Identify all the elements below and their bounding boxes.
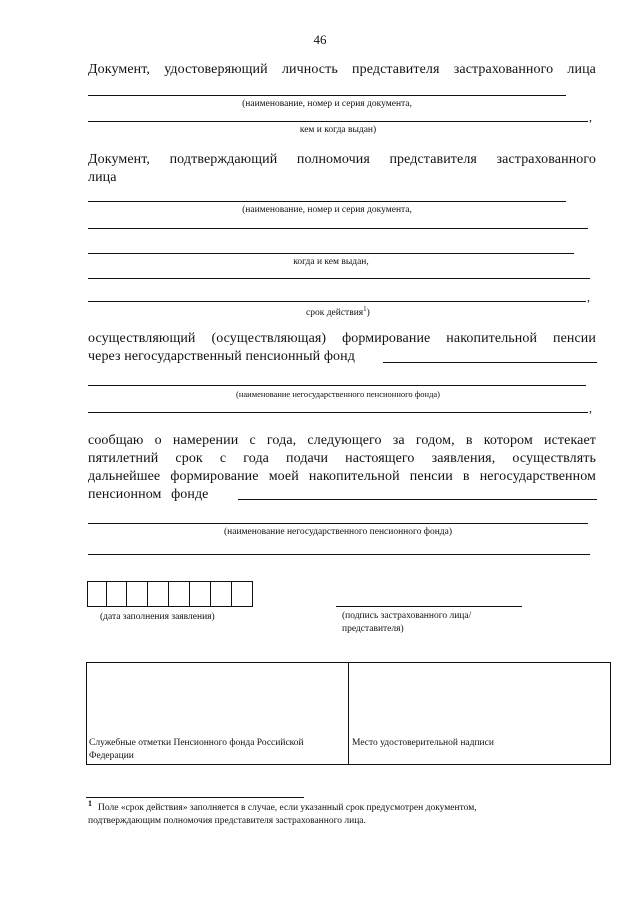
rep-doc-title: Документ, удостоверяющий личность представителя застрахованного лица: [88, 62, 596, 77]
auth-doc-input-line-3[interactable]: [88, 253, 574, 254]
fund-current-line-2: через негосударственный пенсионный фонд: [88, 349, 355, 364]
fund-current-caption: (наименование негосударственного пенсионного фонда): [236, 389, 440, 399]
rep-doc-input-line-1[interactable]: [88, 95, 566, 96]
date-box-2[interactable]: [107, 581, 127, 607]
auth-doc-input-line-2[interactable]: [88, 228, 588, 229]
auth-doc-caption-2: когда и кем выдан,: [293, 257, 369, 267]
date-box-3[interactable]: [128, 581, 148, 607]
auth-doc-input-line-5[interactable]: [88, 301, 586, 302]
auth-doc-title-line-1: Документ, подтверждающий полномочия представителя застрахованного: [88, 152, 596, 167]
fund-current-input-line-2[interactable]: [88, 385, 586, 386]
date-caption: (дата заполнения заявления): [100, 612, 215, 622]
fund-current-input-line-3[interactable]: [88, 412, 588, 413]
intent-input-line-3[interactable]: [88, 554, 590, 555]
rep-doc-comma: ,: [589, 110, 592, 124]
date-box-6[interactable]: [191, 581, 211, 607]
fund-current-input-line-1[interactable]: [383, 362, 597, 363]
signature-caption-line-1: (подпись застрахованного лица/: [342, 611, 472, 621]
service-table-divider: [348, 662, 349, 765]
footnote-line-1: Поле «срок действия» заполняется в случае, если указанный срок предусмотрен документом,: [98, 803, 477, 813]
footnote-separator: [86, 797, 304, 798]
fund-current-comma: ,: [589, 401, 592, 415]
signature-line[interactable]: [336, 606, 522, 607]
footnote-line-2: подтверждающим полномочия представителя застрахованного лица.: [88, 816, 366, 826]
intent-caption: (наименование негосударственного пенсионного фонда): [224, 527, 452, 537]
date-box-1[interactable]: [87, 581, 107, 607]
fund-current-line-1: осуществляющий (осуществляющая) формирование накопительной пенсии: [88, 331, 596, 346]
footnote-mark: 1: [88, 799, 92, 808]
signature-caption-line-2: представителя): [342, 624, 404, 634]
certification-place-label: Место удостоверительной надписи: [352, 738, 494, 748]
rep-doc-caption-2: кем и когда выдан): [299, 125, 377, 135]
auth-doc-caption-1: (наименование, номер и серия документа,: [242, 205, 412, 215]
intent-line-4: пенсионном фонде: [88, 487, 209, 502]
intent-input-line-2[interactable]: [88, 523, 588, 524]
rep-doc-input-line-2[interactable]: [88, 121, 588, 122]
auth-doc-input-line-4[interactable]: [88, 278, 590, 279]
rep-doc-caption-1: (наименование, номер и серия документа,: [242, 99, 412, 109]
auth-doc-caption-3: срок действия$^1$): [306, 305, 370, 319]
intent-line-2: пятилетний срок с года подачи настоящего заявления, осуществлять: [88, 451, 596, 466]
intent-line-1: сообщаю о намерении с года, следующего за годом, в котором истекает: [88, 433, 596, 448]
auth-doc-title-line-2: лица: [88, 170, 117, 185]
service-marks-label-line-2: Федерации: [89, 751, 134, 761]
auth-doc-input-line-1[interactable]: [88, 201, 566, 202]
page-number: 46: [313, 32, 327, 47]
date-box-7[interactable]: [212, 581, 232, 607]
auth-doc-comma: ,: [587, 290, 590, 304]
intent-line-3: дальнейшее формирование моей накопительной пенсии в негосударственном: [88, 469, 596, 484]
intent-input-line-1[interactable]: [238, 499, 597, 500]
date-box-4[interactable]: [149, 581, 169, 607]
date-box-5[interactable]: [170, 581, 190, 607]
service-marks-label-line-1: Служебные отметки Пенсионного фонда Российской: [89, 738, 304, 748]
